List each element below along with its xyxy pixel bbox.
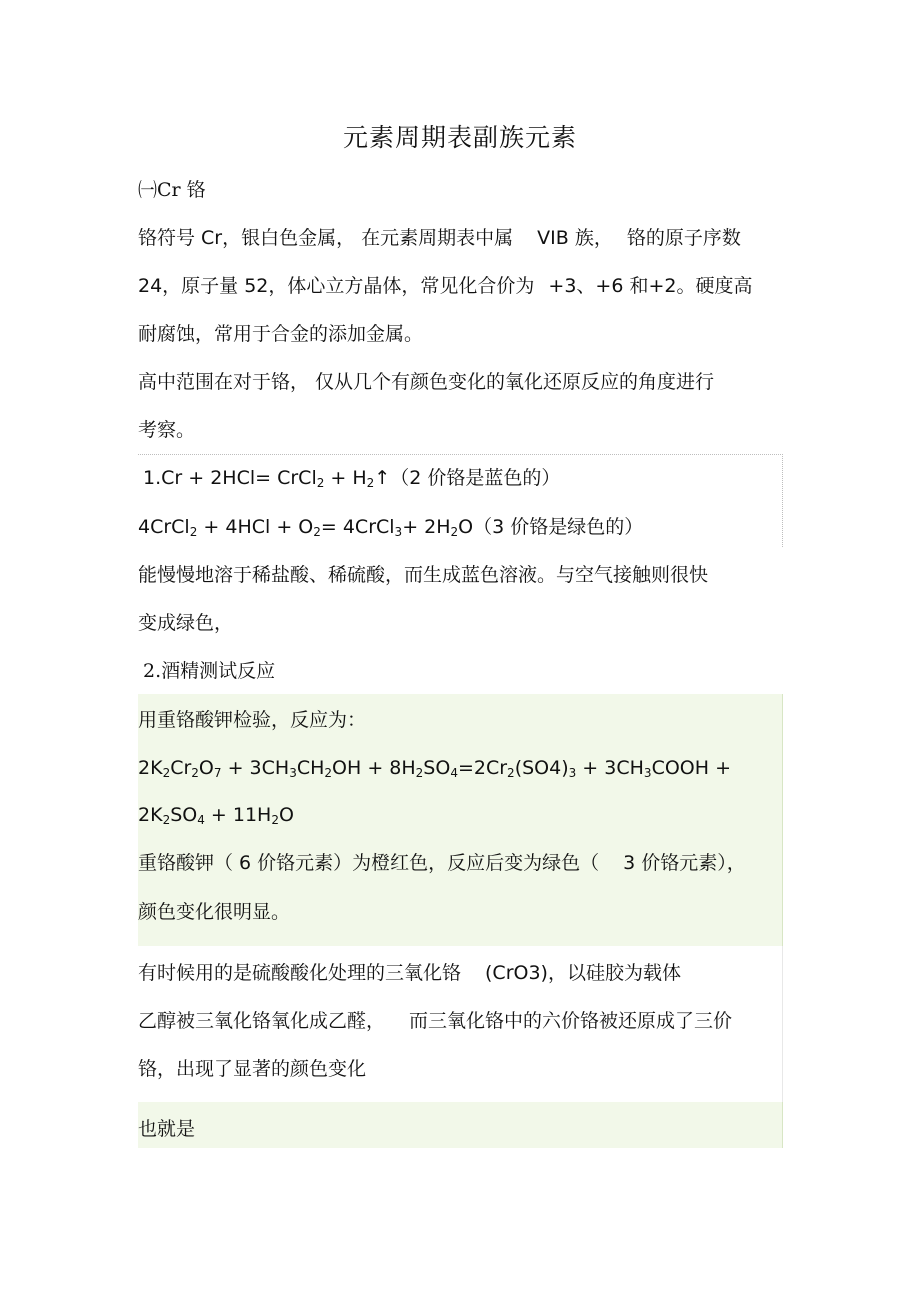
eq-part: O	[278, 804, 294, 826]
final-line: 也就是	[138, 1118, 196, 1140]
eq-part: OH + 8H	[332, 757, 416, 779]
eq-subscript: 3	[568, 766, 577, 780]
eq-subscript: 2	[366, 476, 375, 490]
intro-line-5: 考察。	[138, 419, 196, 441]
intro-line-1	[138, 223, 741, 253]
eq-part: 2K	[138, 757, 163, 779]
eq-subscript: 2	[271, 813, 279, 827]
list-number: 1.	[143, 467, 162, 489]
eq-part: =2Cr	[457, 757, 508, 779]
intro-text: +3、+6 和+2。硬度高	[548, 275, 753, 297]
green-color-line	[138, 848, 746, 878]
color-text: 重铬酸钾（ 6 价铬元素）为橙红色，反应后变为绿色（	[138, 852, 600, 874]
eq-part: + 3CH	[576, 757, 644, 779]
eq-part: O	[198, 757, 214, 779]
intro-line-3: 耐腐蚀，常用于合金的添加金属。	[138, 323, 424, 345]
eq-part: (SO4)	[514, 757, 569, 779]
eq-subscript: 3	[289, 766, 297, 780]
eq-subscript: 3	[643, 766, 652, 780]
eq-subscript: 4	[450, 766, 458, 780]
eq-part: = 4CrCl	[320, 516, 395, 538]
intro-line-2	[138, 271, 752, 301]
eq-part: CH	[296, 757, 325, 779]
eq-subscript: 4	[197, 813, 205, 827]
intro-text: VIB 族，	[537, 227, 613, 249]
intro-text: 铬符号 Cr，银白色金属， 在元素周期表中属	[138, 227, 514, 249]
eq-subscript: 7	[213, 766, 222, 780]
cro3-text: 而三氧化铬中的六价铬被还原成了三价	[409, 1010, 733, 1032]
cro3-line-1	[138, 958, 681, 988]
intro-text: 铬的原子序数	[626, 227, 741, 249]
cro3-line-3: 铬，出现了显著的颜色变化	[138, 1058, 367, 1080]
cro3-text: (CrO3)，以硅胶为载体	[485, 962, 681, 984]
eq-subscript: 2	[450, 525, 459, 539]
color-text: 3 价铬元素），	[623, 852, 746, 874]
eq-part: Cr + 2HCl= CrCl	[161, 467, 317, 489]
highlight-block-green-2	[138, 1102, 783, 1148]
eq-part: ↑（2 价铬是蓝色的）	[374, 467, 561, 489]
eq-part: + 4HCl + O	[197, 516, 314, 538]
cro3-text: 乙醇被三氧化铬氧化成乙醛，	[138, 1010, 386, 1032]
eq-part: 4CrCl	[138, 516, 190, 538]
eq-part: Cr	[170, 757, 192, 779]
eq-part: SO	[423, 757, 451, 779]
document-title: 元素周期表副族元素	[342, 123, 577, 152]
eq-part: + H	[324, 467, 367, 489]
eq-subscript: 2	[162, 766, 171, 780]
section-heading-chromium: ㈠Cr 铬	[138, 179, 206, 201]
eq-part: + 2H	[402, 516, 451, 538]
eq-part: + 11H	[204, 804, 272, 826]
dissolve-line-2: 变成绿色，	[138, 612, 234, 634]
eq-part: O（3 价铬是绿色的）	[458, 516, 644, 538]
eq-subscript: 2	[313, 525, 321, 539]
reaction-equation-1	[143, 463, 560, 493]
eq-part: + 3CH	[221, 757, 290, 779]
dichromate-equation-cont	[138, 800, 294, 830]
eq-subscript: 2	[191, 766, 199, 780]
eq-subscript: 2	[162, 813, 171, 827]
eq-part: 2K	[138, 804, 163, 826]
cro3-text: 有时候用的是硫酸酸化处理的三氧化铬	[138, 962, 462, 984]
eq-part: COOH +	[651, 757, 731, 779]
eq-subscript: 2	[189, 525, 198, 539]
section-heading-alcohol-test: 2.酒精测试反应	[143, 660, 276, 682]
intro-text: 24，原子量 52，体心立方晶体，常见化合价为	[138, 275, 535, 297]
eq-part: SO	[170, 804, 198, 826]
eq-subscript: 2	[316, 476, 325, 490]
intro-line-4: 高中范围在对于铬， 仅从几个有颜色变化的氧化还原反应的角度进行	[138, 371, 715, 393]
eq-subscript: 2	[507, 766, 515, 780]
green-color-line-2: 颜色变化很明显。	[138, 901, 291, 923]
green-line-1: 用重铬酸钾检验，反应为：	[138, 709, 367, 731]
dichromate-equation	[138, 753, 731, 783]
reaction-equation-2	[138, 512, 643, 542]
cro3-line-2	[138, 1006, 732, 1036]
dissolve-line-1: 能慢慢地溶于稀盐酸、稀硫酸，而生成蓝色溶液。与空气接触则很快	[138, 564, 709, 586]
eq-subscript: 2	[324, 766, 333, 780]
eq-subscript: 3	[394, 525, 403, 539]
eq-subscript: 2	[415, 766, 424, 780]
